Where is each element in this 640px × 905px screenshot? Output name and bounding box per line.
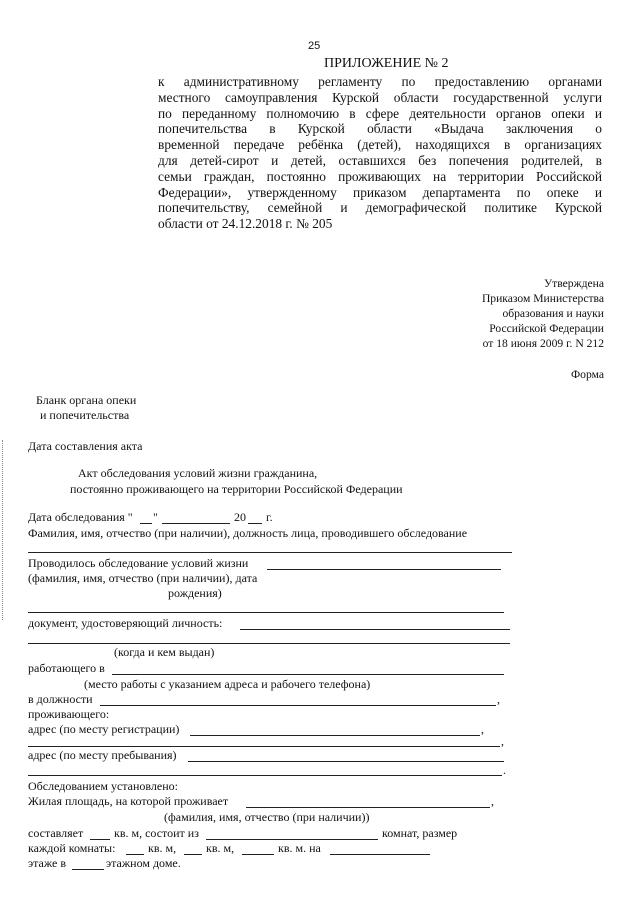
working-field[interactable]	[112, 674, 504, 675]
document-label: документ, удостоверяющий личность:	[28, 616, 223, 630]
approval-line: Приказом Министерства	[481, 292, 604, 305]
document-field[interactable]	[240, 629, 510, 630]
exam-date-suffix: г.	[266, 510, 273, 524]
page-number: 25	[308, 40, 321, 52]
appendix-line: временной передаче ребёнка (детей), находящихся в организациях	[158, 137, 602, 153]
approval-block	[482, 276, 604, 351]
exam-date-year-prefix: 20	[234, 510, 246, 524]
position-field[interactable]	[100, 705, 496, 706]
stay-address-field[interactable]	[188, 761, 504, 762]
appendix-line: области от 24.12.2018 г. № 205	[158, 216, 333, 232]
room3-field[interactable]	[242, 854, 274, 855]
room3-unit: кв. м. на	[278, 841, 321, 855]
stay-address-field-2[interactable]	[28, 775, 502, 776]
scan-edge	[2, 440, 4, 620]
rooms-size-label: комнат, размер	[382, 826, 458, 840]
form-label: Форма	[571, 368, 604, 381]
reg-address-comma-2: ,	[501, 734, 504, 748]
reg-address-field-2[interactable]	[28, 746, 500, 747]
position-label: в должности	[28, 692, 93, 706]
reg-address-label: адрес (по месту регистрации)	[28, 722, 180, 736]
approval-line: Российской Федерации	[489, 322, 604, 335]
conducted-field-2[interactable]	[28, 612, 504, 613]
each-room-label: каждой комнаты:	[28, 841, 116, 855]
inspector-label: Фамилия, имя, отчество (при наличии), должность лица, проводившего обследование	[28, 526, 468, 540]
room2-unit: кв. м,	[206, 841, 235, 855]
act-date-label: Дата составления акта	[28, 439, 143, 453]
exam-date-label: Дата обследования "	[28, 510, 133, 524]
inspector-field[interactable]	[28, 552, 512, 553]
room-floor-field[interactable]	[330, 854, 430, 855]
appendix-line: к административному регламенту по предоставлению органами	[158, 74, 602, 89]
working-hint: (место работы с указанием адреса и рабочего телефона)	[84, 677, 371, 691]
appendix-line: Федерации», утвержденному приказом департамента по опеке и	[158, 184, 602, 200]
document-field-2[interactable]	[28, 643, 510, 644]
area-sqm-field[interactable]	[90, 839, 110, 840]
sqm-consists-label: кв. м, состоит из	[114, 826, 199, 840]
act-title-line-1: Акт обследования условий жизни гражданина,	[78, 466, 318, 480]
blank-label-2: и попечительства	[40, 408, 130, 422]
room2-field[interactable]	[184, 854, 202, 855]
floors-count-field[interactable]	[72, 869, 104, 870]
conducted-label: Проводилось обследование условий жизни	[28, 556, 249, 570]
stay-address-dot: .	[503, 763, 506, 777]
living-area-comma: ,	[491, 794, 494, 808]
floor-label: этаже в	[28, 856, 66, 870]
exam-date-quote: "	[153, 510, 158, 524]
residing-label: проживающего:	[28, 707, 110, 721]
room1-unit: кв. м,	[148, 841, 177, 855]
exam-date-year-field[interactable]	[248, 523, 262, 524]
working-label: работающего в	[28, 661, 105, 675]
issued-hint: (когда и кем выдан)	[114, 645, 215, 659]
reg-address-comma: ,	[481, 722, 484, 736]
exam-date-day-field[interactable]	[140, 523, 152, 524]
appendix-line: по переданному полномочию в сфере деятельности органов опеки и	[158, 105, 602, 121]
position-comma: ,	[497, 692, 500, 706]
exam-date-month-field[interactable]	[162, 523, 230, 524]
stay-address-label: адрес (по месту пребывания)	[28, 748, 177, 762]
appendix-line: попечительству, семейной и демографической политике Курской	[158, 200, 602, 216]
rooms-count-field[interactable]	[206, 839, 378, 840]
conducted-field[interactable]	[267, 569, 501, 570]
appendix-line: попечительства в Курской области «Выдача заключения о	[158, 121, 602, 137]
floor-house-label: этажном доме.	[106, 856, 181, 870]
reg-address-field[interactable]	[190, 735, 480, 736]
comprises-label: составляет	[28, 826, 84, 840]
living-area-field[interactable]	[246, 807, 490, 808]
appendix-line: семьи граждан, постоянно проживающих на территории Российской	[158, 168, 602, 184]
appendix-title: ПРИЛОЖЕНИЕ № 2	[324, 56, 449, 71]
conducted-hint-2: рождения)	[168, 586, 222, 600]
living-area-hint: (фамилия, имя, отчество (при наличии))	[164, 810, 370, 824]
established-label: Обследованием установлено:	[28, 779, 178, 793]
appendix-text	[158, 74, 602, 232]
approval-line: образования и науки	[502, 307, 604, 320]
conducted-hint-1: (фамилия, имя, отчество (при наличии), дата	[28, 571, 258, 585]
blank-label-1: Бланк органа опеки	[36, 393, 137, 407]
appendix-line: местного самоуправления Курской области государственной услуги	[158, 89, 602, 105]
act-title-line-2: постоянно проживающего на территории Российской Федерации	[70, 482, 403, 496]
room1-field[interactable]	[126, 854, 144, 855]
appendix-line: для детей-сирот и детей, оставшихся без попечения родителей, в	[158, 152, 602, 168]
approval-line: Утверждена	[543, 277, 604, 290]
living-area-label: Жилая площадь, на которой проживает	[28, 794, 229, 808]
approval-line: от 18 июня 2009 г. N 212	[482, 337, 604, 350]
